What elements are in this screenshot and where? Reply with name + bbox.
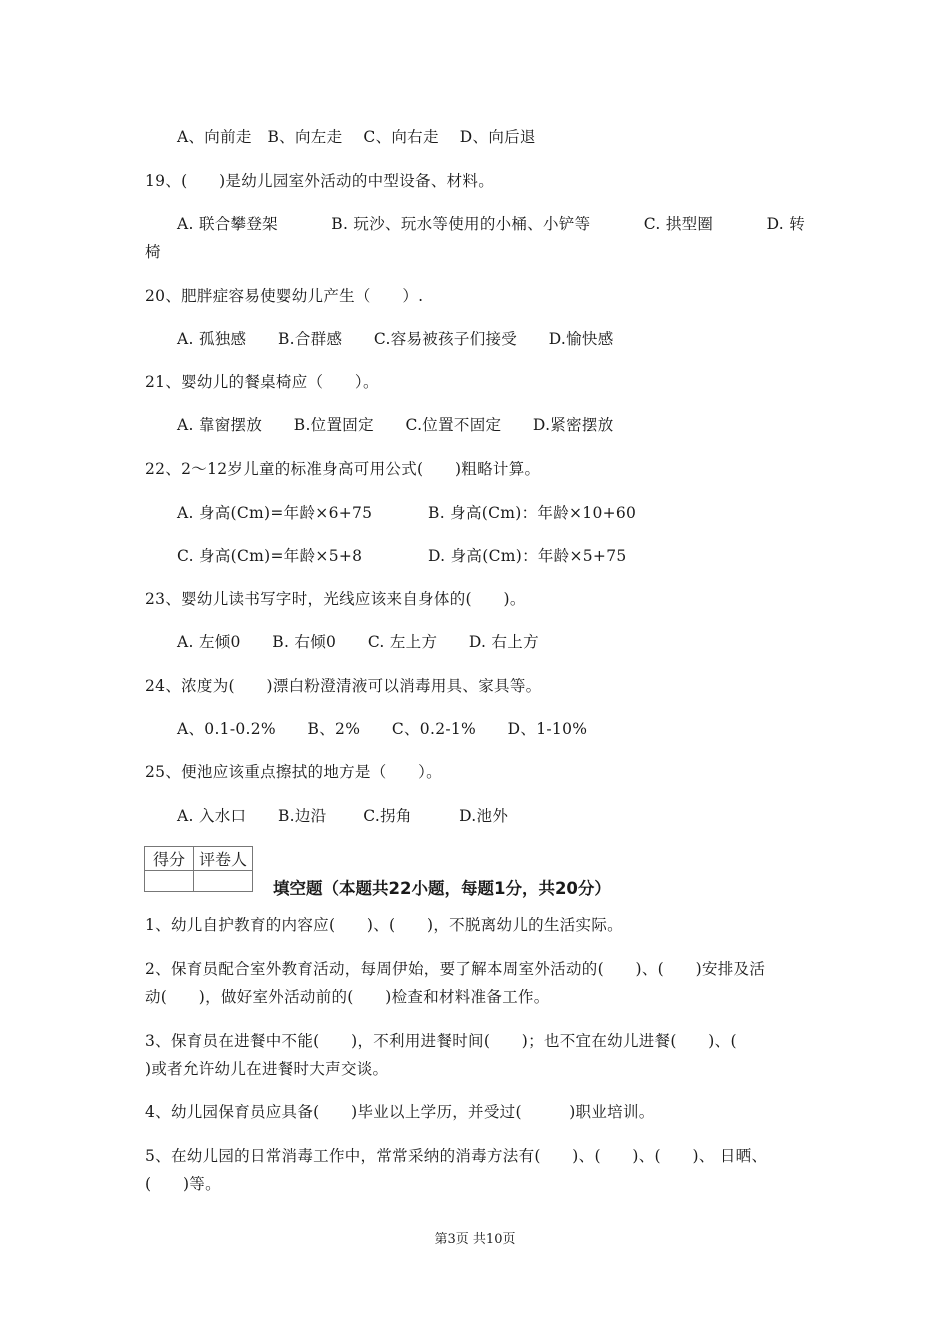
fill-question-4: 4、幼儿园保育员应具备( )毕业以上学历，并受过( )职业培训。 xyxy=(145,1103,655,1121)
question-19: 19、( )是幼儿园室外活动的中型设备、材料。 xyxy=(145,172,495,190)
question-25: 25、便池应该重点擦拭的地方是（ ）。 xyxy=(145,763,442,781)
section-title: 填空题（本题共22小题，每题1分，共20分） xyxy=(273,879,611,898)
fill-question-2-line-1: 2、保育员配合室外教育活动，每周伊始，要了解本周室外活动的( )、( )安排及活 xyxy=(145,960,766,978)
score-cell xyxy=(145,871,194,892)
fill-question-1: 1、幼儿自护教育的内容应( )、( )，不脱离幼儿的生活实际。 xyxy=(145,916,623,934)
page-footer: 第3页 共10页 xyxy=(434,1232,516,1247)
q19-option-a: A. 联合攀登架 xyxy=(177,215,278,233)
grader-cell xyxy=(194,871,253,892)
score-table xyxy=(144,846,253,892)
q22-option-d: D. 身高(Cm)：年龄×5+75 xyxy=(428,547,627,565)
fill-question-2-line-2: 动( )，做好室外活动前的( )检查和材料准备工作。 xyxy=(145,988,550,1006)
q23-options: A. 左倾0 B. 右倾0 C. 左上方 D. 右上方 xyxy=(177,633,539,651)
q21-options: A. 靠窗摆放 B.位置固定 C.位置不固定 D.紧密摆放 xyxy=(177,416,614,434)
q22-option-a: A. 身高(Cm)=年龄×6+75 xyxy=(177,504,373,522)
q22-option-c: C. 身高(Cm)=年龄×5+8 xyxy=(177,547,363,565)
q19-options xyxy=(177,214,805,234)
question-21: 21、婴幼儿的餐桌椅应（ ）。 xyxy=(145,373,379,391)
q19-option-d: D. 转 xyxy=(766,215,805,233)
fill-question-3-line-1: 3、保育员在进餐中不能( )，不利用进餐时间( )；也不宜在幼儿进餐( )、( xyxy=(145,1032,737,1050)
score-header: 得分 xyxy=(145,847,194,871)
grader-header: 评卷人 xyxy=(194,847,253,871)
q25-options: A. 入水口 B.边沿 C.拐角 D.池外 xyxy=(177,807,509,825)
q19-option-c: C. 拱型圈 xyxy=(643,215,714,233)
question-20: 20、肥胖症容易使婴幼儿产生（ ）. xyxy=(145,287,424,305)
q20-options: A. 孤独感 B.合群感 C.容易被孩子们接受 D.愉快感 xyxy=(177,330,614,348)
q18-options: A、向前走 B、向左走 C、向右走 D、向后退 xyxy=(177,128,536,146)
question-22: 22、2～12岁儿童的标准身高可用公式( )粗略计算。 xyxy=(145,460,541,478)
q22-option-b: B. 身高(Cm)：年龄×10+60 xyxy=(428,504,637,522)
fill-question-5-line-2: ( )等。 xyxy=(145,1175,221,1193)
fill-question-5-line-1: 5、在幼儿园的日常消毒工作中，常常采纳的消毒方法有( )、( )、( )、 日晒、 xyxy=(145,1147,768,1165)
q24-options: A、0.1-0.2% B、2% C、0.2-1% D、1-10% xyxy=(177,720,588,738)
q19-options-wrap: 椅 xyxy=(145,243,161,261)
question-24: 24、浓度为( )漂白粉澄清液可以消毒用具、家具等。 xyxy=(145,677,542,695)
q19-option-b: B. 玩沙、玩水等使用的小桶、小铲等 xyxy=(331,215,591,233)
fill-question-3-line-2: )或者允许幼儿在进餐时大声交谈。 xyxy=(145,1060,389,1078)
question-23: 23、婴幼儿读书写字时，光线应该来自身体的( )。 xyxy=(145,590,526,608)
